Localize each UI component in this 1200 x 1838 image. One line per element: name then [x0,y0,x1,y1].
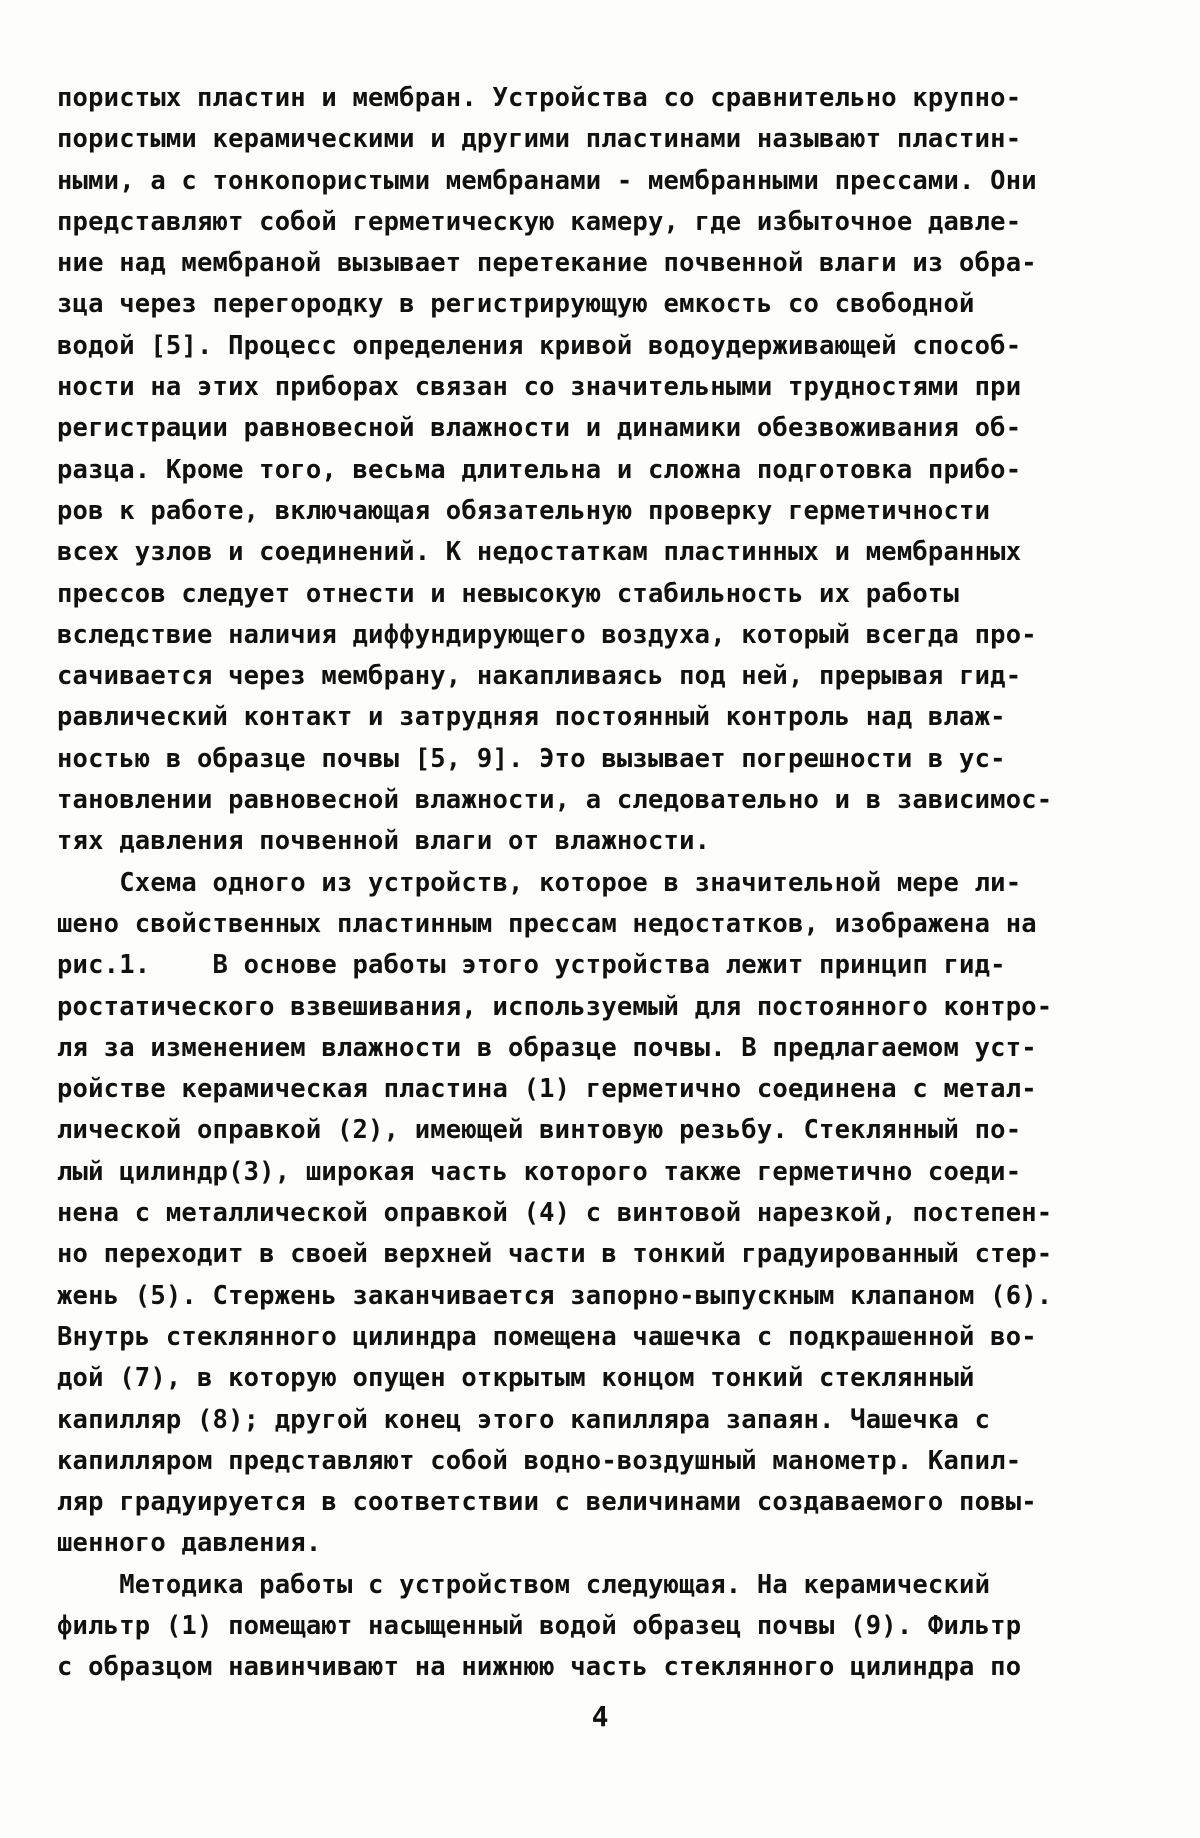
text-line: прессов следует отнести и невысокую стабильность их работы [57,578,960,609]
text-line: зца через перегородку в регистрирующую емкость со свободной [57,289,975,320]
text-line: регистрации равновесной влажности и динамики обезвоживания об- [57,413,1022,444]
text-line: капилляром представляют собой водно-воздушный манометр. Капил- [57,1445,1022,1476]
text-line: ля за изменением влажности в образце почвы. В предлагаемом уст- [57,1032,1037,1063]
text-line: с образцом навинчивают на нижнюю часть стеклянного цилиндра по [57,1652,1022,1683]
text-line: Схема одного из устройств, которое в значительной мере ли- [57,867,1022,898]
text-line: ными, а с тонкопористыми мембранами - мембранными прессами. Они [57,165,1037,196]
text-line: шено свойственных пластинным прессам недостатков, изображена на [57,908,1037,939]
text-line: всех узлов и соединений. К недостаткам пластинных и мембранных [57,537,1022,568]
text-line: лической оправкой (2), имеющей винтовую резьбу. Стеклянный по- [57,1115,1022,1146]
text-line: ров к работе, включающая обязательную проверку герметичности [57,495,991,526]
text-line: ние над мембраной вызывает перетекание почвенной влаги из обра- [57,248,1037,279]
text-line: фильтр (1) помещают насыщенный водой образец почвы (9). Фильтр [57,1610,1022,1641]
text-line: лый цилиндр(3), широкая часть которого также герметично соеди- [57,1156,1022,1187]
text-line: жень (5). Стержень заканчивается запорно-выпускным клапаном (6). [57,1280,1053,1311]
text-line: пористых пластин и мембран. Устройства со сравнительно крупно- [57,83,1022,113]
text-line: нена с металлической оправкой (4) с винтовой нарезкой, постепен- [57,1198,1053,1229]
text-line: вследствие наличия диффундирующего воздуха, который всегда про- [57,619,1037,650]
text-line: ростатического взвешивания, используемый для постоянного контро- [57,991,1053,1022]
text-line: сачивается через мембрану, накапливаясь под ней, прерывая гид- [57,661,1022,692]
text-line: равлический контакт и затрудняя постоянный контроль над влаж- [57,702,1006,733]
text-line: Внутрь стеклянного цилиндра помещена чашечка с подкрашенной во- [57,1321,1037,1352]
body-text [57,78,1147,1689]
text-line: пористыми керамическими и другими пластинами называют пластин- [57,124,1022,155]
text-line: водой [5]. Процесс определения кривой водоудерживающей способ- [57,330,1022,361]
text-line: капилляр (8); другой конец этого капилляра запаян. Чашечка с [57,1404,991,1435]
text-line: ройстве керамическая пластина (1) герметично соединена с метал- [57,1074,1037,1105]
page-number: 4 [591,1700,609,1733]
text-line: ляр градуируется в соответствии с величинами создаваемого повы- [57,1487,1037,1518]
text-line: ности на этих приборах связан со значительными трудностями при [57,372,1022,403]
text-line: шенного давления. [57,1528,322,1559]
text-line: ностью в образце почвы [5, 9]. Это вызывает погрешности в ус- [57,743,1006,774]
text-line: представляют собой герметическую камеру, где избыточное давле- [57,206,1022,237]
text-line: но переходит в своей верхней части в тонкий градуированный стер- [57,1239,1053,1270]
text-line: разца. Кроме того, весьма длительна и сложна подготовка прибо- [57,454,1022,485]
text-line: рис.1. В основе работы этого устройства лежит принцип гид- [57,950,1006,981]
text-line: Методика работы с устройством следующая. На керамический [57,1569,991,1600]
text-line: дой (7), в которую опущен открытым концом тонкий стеклянный [57,1363,975,1394]
text-line: тановлении равновесной влажности, а следовательно и в зависимос- [57,785,1053,816]
text-line: тях давления почвенной влаги от влажности. [57,826,711,857]
